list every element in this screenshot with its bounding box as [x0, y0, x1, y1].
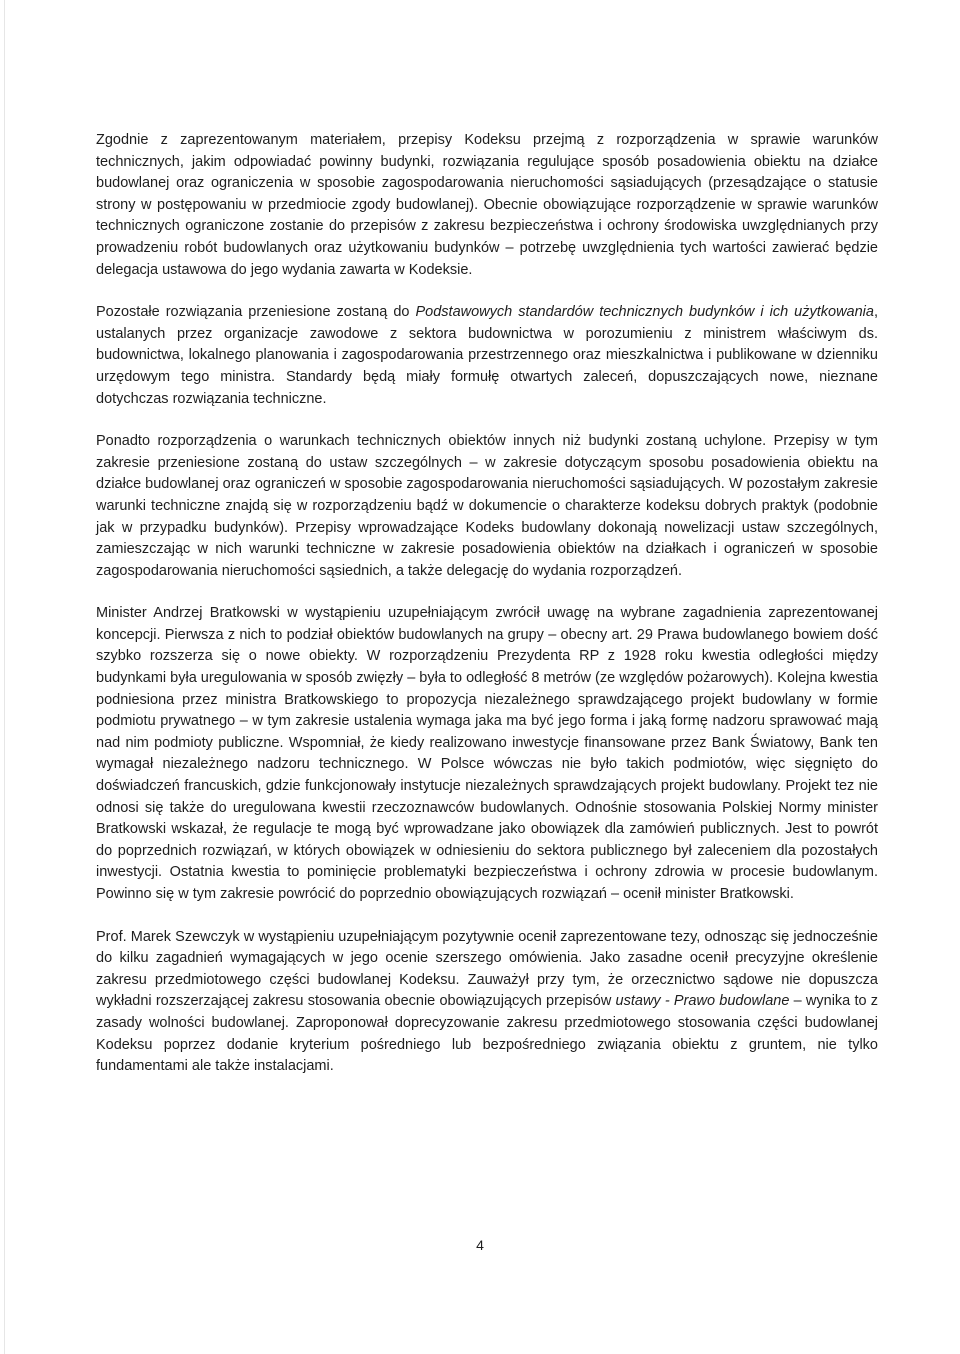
paragraph-2-text-end: , ustalanych przez organizacje zawodowe z sektora budownictwa w porozumieniu z ministrem właściwym ds. budownictwa, lokalnego planowania i zagospodarowania przestrzennego oraz mieszkalnictwa i publikowane w dzienniku urzędowym tego ministra. Standardy będą miały formułę otwartych zaleceń, dopuszczających nowe, nieznane dotychczas rozwiązania techniczne. — [96, 304, 878, 407]
paragraph-3 — [96, 431, 878, 582]
document-body — [96, 130, 878, 1099]
paragraph-5-text-end: – wynika to z zasady wolności budowlanej. Zaproponował doprecyzowanie zakresu przedmiotowego stosowania części budowlanej Kodeksu poprzez dodanie kryterium pośredniego lub bezpośredniego związania obiektu z gruntem, nie tylko fundamentami ale także instalacjami. — [96, 993, 878, 1075]
paragraph-3-text: Ponadto rozporządzenia o warunkach technicznych obiektów innych niż budynki zostaną uchylone. Przepisy w tym zakresie przeniesione zostaną do ustaw szczególnych – w zakresie dotyczącym sposobu posadowienia obiektu na działce budowlanej oraz ograniczeń w sposobie zagospodarowania nieruchomości sąsiadujących. W pozostałym zakresie warunki techniczne znajdą się w rozporządzeniu bądź w dokumencie o charakterze kodeksu dobrych praktyk (podobnie jak w przypadku budynków). Przepisy wprowadzające Kodeks budowlany dokonają nowelizacji ustaw szczególnych, zamieszczając w nich warunki techniczne w zakresie posadowienia obiektów na działkach i ograniczeń w sposobie zagospodarowania nieruchomości sąsiednich, a także delegację do wydania rozporządzeń. — [96, 433, 878, 579]
paragraph-4-text: Minister Andrzej Bratkowski w wystąpieniu uzupełniającym zwrócił uwagę na wybrane zagadnienia zaprezentowanej koncepcji. Pierwsza z nich to podział obiektów budowlanych na grupy – obecny art. 29 Prawa budowlanego bowiem dość szybko rozszerza się o nowe obiekty. W rozporządzeniu Prezydenta RP z 1928 roku kwestia odległości między budynkami była uregulowania w sposób zwięzły – była to odległość 8 metrów (ze względów pożarowych). Kolejna kwestia podniesiona przez ministra Bratkowskiego to propozycja niezależnego sprawdzającego projekt budowlany w formie podmiotu prywatnego – w tym zakresie ustalenia wymaga jaka ma być jego forma i jaką formę nadzoru sprawować mają nad nim podmioty publiczne. Wspomniał, że kiedy realizowano inwestycje finansowane przez Bank Światowy, Bank ten wymagał niezależnego nadzoru technicznego. W Polsce wówczas nie było takich podmiotów, więc sięgnięto do doświadczeń francuskich, gdzie funkcjonowały instytucje niezależnych sprawdzających projekt budowlany. Projekt tez nie odnosi się także do uregulowana kwestii rzeczoznawców budowlanych. Odnośnie stosowania Polskiej Normy minister Bratkowski wskazał, że regulacje te mogą być wprowadzane jako obowiązek dla zamówień publicznych. Jest to powrót do poprzednich rozwiązań, w których obowiązek w odniesieniu do sektora publicznego był zaleceniem dla pozostałych inwestycji. Ostatnia kwestia to pominięcie problematyki bezpieczeństwa i ochrony zdrowia w procesie budowlanym. Powinno się w tym zakresie powrócić do poprzednio obowiązujących rozwiązań – ocenił minister Bratkowski. — [96, 605, 878, 902]
paragraph-2-text-start: Pozostałe rozwiązania przeniesione zostaną do — [96, 304, 416, 321]
paragraph-1-text: Zgodnie z zaprezentowanym materiałem, przepisy Kodeksu przejmą z rozporządzenia w sprawie warunków technicznych, jakim odpowiadać powinny budynki, rozwiązania regulujące sposób posadowienia obiektu na działce budowlanej oraz ograniczenia w sposobie zagospodarowania nieruchomości sąsiadujących (przesądzające o statusie strony w postępowaniu w przedmiocie zgody budowlanej). Obecnie obowiązujące rozporządzenie w sprawie warunków technicznych ograniczone zostanie do przepisów z zakresu bezpieczeństwa i ochrony środowiska uwzględnianych przy prowadzeniu robót budowlanych oraz użytkowaniu budynków – potrzebę uwzględnienia tych wartości zawierać będzie delegacja ustawowa do jego wydania zawarta w Kodeksie. — [96, 132, 878, 278]
paragraph-1 — [96, 130, 878, 281]
paragraph-5 — [96, 927, 878, 1078]
paragraph-2 — [96, 302, 878, 410]
paragraph-5-text-start: Prof. Marek Szewczyk w wystąpieniu uzupełniającym pozytywnie ocenił zaprezentowane tezy, odnosząc się jednocześnie do kilku zagadnień wymagających w jego ocenie szerszego omówienia. Jako zasadne ocenił precyzyjne określenie zakresu przedmiotowego części budowlanej Kodeksu. Zauważył przy tym, że orzecznictwo sądowe nie dopuszcza wykładni rozszerzającej zakresu stosowania obecnie obowiązujących przepisów — [96, 928, 878, 1010]
scan-edge-line — [4, 0, 5, 1354]
paragraph-4 — [96, 603, 878, 905]
paragraph-2-italic-title: Podstawowych standardów technicznych budynków i ich użytkowania — [415, 304, 874, 321]
page-number: 4 — [476, 1237, 484, 1253]
paragraph-5-italic-act-name: ustawy - Prawo budowlane — [615, 993, 790, 1010]
